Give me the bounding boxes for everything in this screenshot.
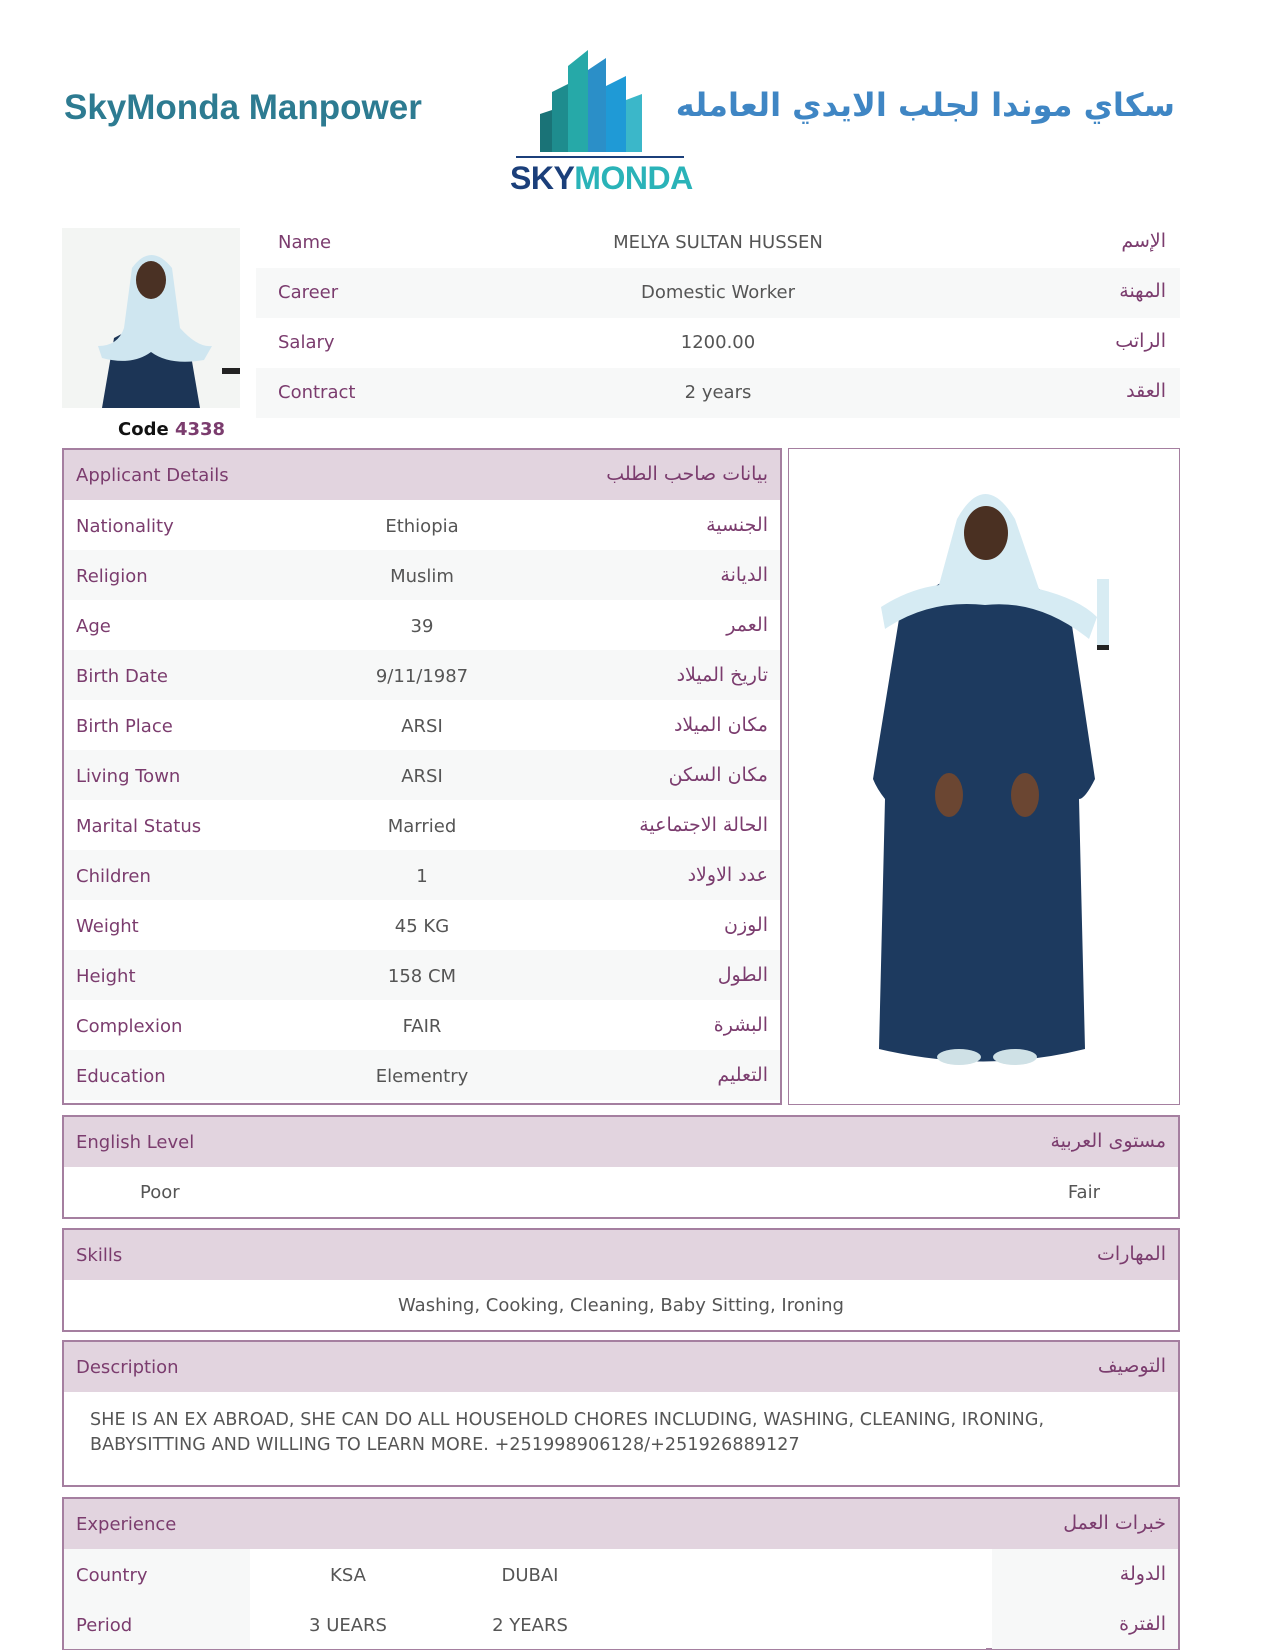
language-level-values — [64, 1167, 1178, 1213]
detail-row: Religion Muslim الديانة — [64, 550, 780, 600]
experience-country-2: DUBAI — [501, 1565, 559, 1586]
detail-row: Children 1 عدد الاولاد — [64, 850, 780, 900]
description-text: SHE IS AN EX ABROAD, SHE CAN DO ALL HOUSEHOLD CHORES INCLUDING, WASHING, CLEANING, IRONING, BABYSITTING AND WILLING TO LEARN MORE. +251998906128/+251926889127 — [90, 1410, 1045, 1455]
section-title-ar: التوصيف — [1097, 1355, 1166, 1377]
detail-row: Age 39 العمر — [76, 614, 768, 637]
section-title-en: Description — [76, 1357, 179, 1378]
arabic-level-value: Fair — [1067, 1182, 1100, 1203]
experience-period-row: Period 3 UEARS 2 YEARS الفترة — [76, 1613, 1166, 1636]
applicant-details-header — [64, 450, 780, 500]
company-name-en: SkyMonda Manpower — [64, 88, 422, 127]
summary-label-en: Salary — [278, 332, 335, 353]
applicant-full-photo — [788, 448, 1180, 1105]
experience-header — [64, 1499, 1178, 1549]
section-title-ar: خبرات العمل — [1063, 1512, 1166, 1534]
applicant-details-section — [62, 448, 782, 1105]
english-level-value: Poor — [140, 1182, 180, 1203]
summary-row-career — [256, 268, 1180, 318]
detail-row: Complexion FAIR البشرة — [76, 1014, 768, 1037]
experience-period-1: 3 UEARS — [309, 1615, 387, 1636]
applicant-thumbnail-photo — [62, 228, 240, 408]
summary-value: 2 years — [684, 382, 752, 403]
detail-row: Nationality Ethiopia الجنسية — [76, 514, 768, 537]
section-title-en: Applicant Details — [76, 465, 229, 486]
experience-section — [62, 1497, 1180, 1650]
detail-row: Living Town ARSI مكان السكن — [64, 750, 780, 800]
summary-label-ar: المهنة — [1119, 280, 1166, 302]
summary-label-ar: العقد — [1126, 380, 1166, 402]
summary-row-name — [256, 218, 1180, 268]
section-title-ar: المهارات — [1097, 1243, 1166, 1265]
experience-country-1: KSA — [330, 1565, 366, 1586]
experience-country-row: Country KSA DUBAI الدولة — [76, 1563, 1166, 1586]
detail-row: Height 158 CM الطول — [64, 950, 780, 1000]
applicant-code: Code 4338 — [118, 419, 226, 440]
skymonda-logo — [510, 44, 693, 196]
section-title-ar: مستوى العربية — [1050, 1130, 1166, 1152]
summary-value: Domestic Worker — [641, 282, 795, 303]
experience-period-2: 2 YEARS — [492, 1615, 568, 1636]
summary-row-contract — [256, 368, 1180, 418]
language-level-header — [64, 1117, 1178, 1167]
logo-underline — [516, 156, 684, 158]
detail-row: Education Elementry التعليم — [64, 1050, 780, 1100]
skills-header — [64, 1230, 1178, 1280]
detail-row: Birth Place ARSI مكان الميلاد — [76, 714, 768, 737]
detail-row: Birth Date 9/11/1987 تاريخ الميلاد — [64, 650, 780, 700]
skills-section — [62, 1228, 1180, 1332]
skills-value: Washing, Cooking, Cleaning, Baby Sitting, Ironing — [398, 1295, 844, 1316]
summary-label-en: Name — [278, 232, 332, 253]
section-title-en: English Level — [76, 1132, 195, 1153]
summary-table — [256, 218, 1180, 418]
logo-buildings-graphic — [510, 44, 690, 156]
summary-value: 1200.00 — [680, 332, 756, 353]
summary-label-en: Career — [278, 282, 339, 303]
summary-row-salary — [256, 318, 1180, 368]
logo-wordmark: SKYMONDA — [510, 160, 693, 196]
description-header — [64, 1342, 1178, 1392]
section-title-en: Experience — [76, 1514, 177, 1535]
summary-label-ar: الإسم — [1121, 230, 1166, 252]
summary-value: MELYA SULTAN HUSSEN — [613, 232, 823, 253]
description-section — [62, 1340, 1180, 1487]
summary-label-ar: الراتب — [1115, 330, 1166, 352]
section-title-ar: بيانات صاحب الطلب — [606, 463, 768, 485]
language-level-section — [62, 1115, 1180, 1219]
summary-label-en: Contract — [278, 382, 356, 403]
company-name-ar: سكاي موندا لجلب الايدي العامله — [675, 86, 1175, 124]
applicant-code-value: 4338 — [174, 419, 226, 440]
detail-row: Weight 45 KG الوزن — [76, 914, 768, 937]
detail-row: Marital Status Married الحالة الاجتماعية — [76, 814, 768, 837]
section-title-en: Skills — [76, 1245, 123, 1266]
